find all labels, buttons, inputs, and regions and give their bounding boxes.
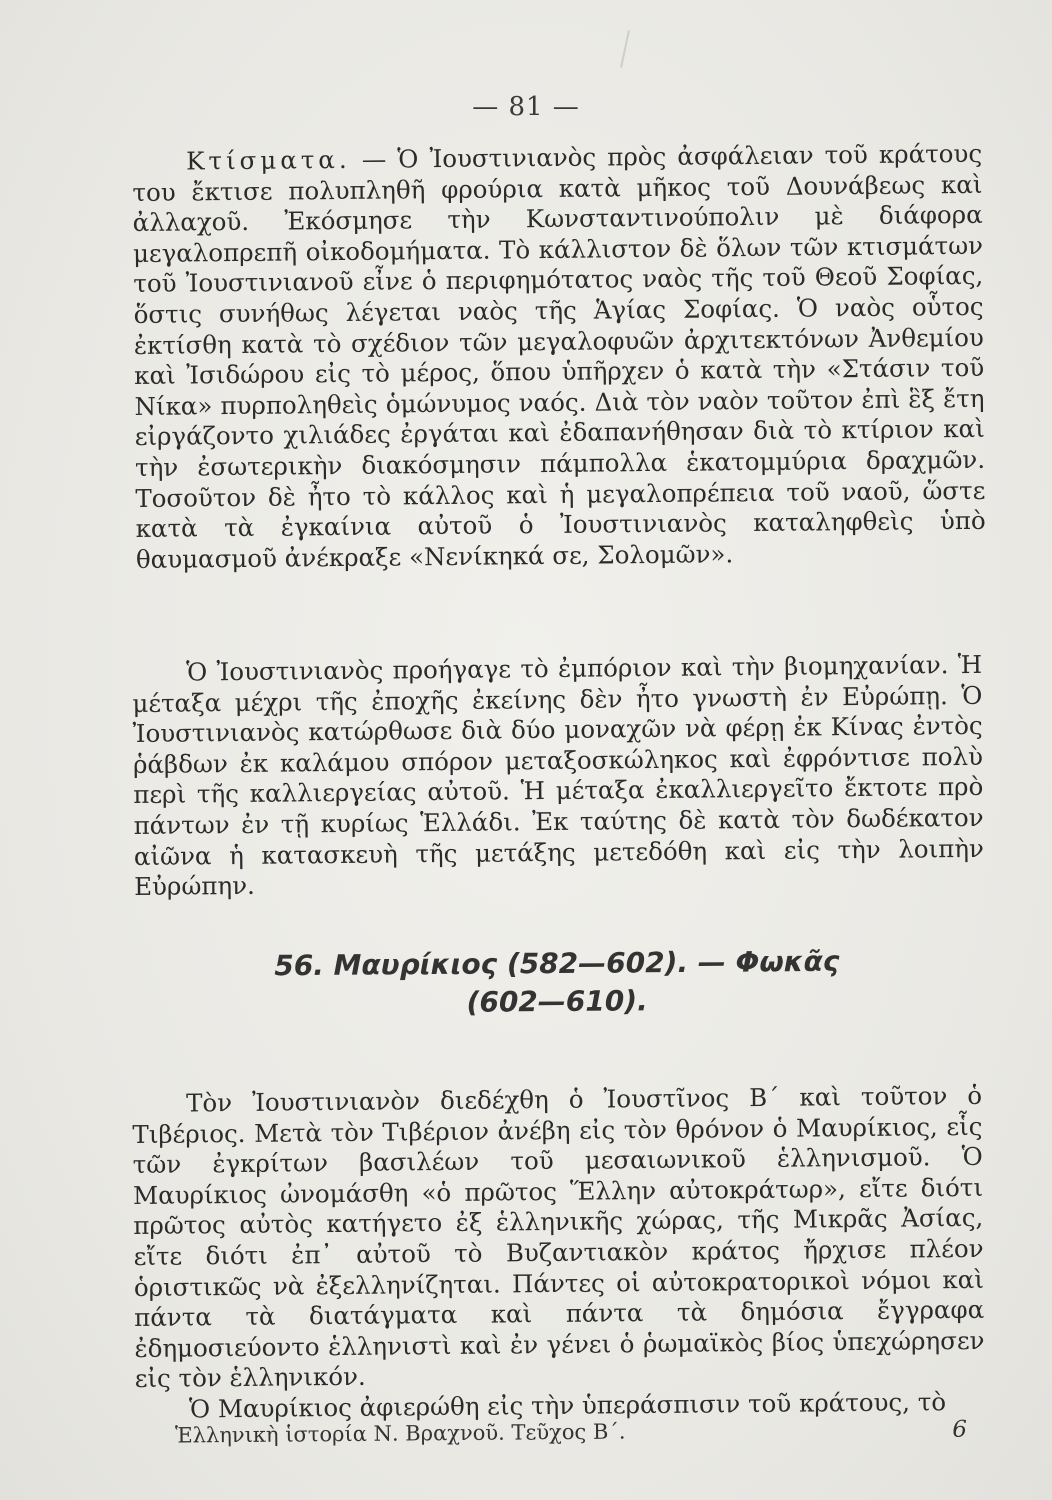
section-heading-line-1: 56. Μαυρίκιος (582—602). — Φωκᾶς [274, 944, 840, 983]
paragraph [132, 139, 986, 575]
page-number: — 81 — [472, 92, 580, 122]
paragraph-text: — Ὁ Ἰουστινιανὸς πρὸς ἀσφάλειαν τοῦ κράτους του ἔκτισε πολυπληθῆ φρούρια κατὰ μῆκος τοῦ Δουνάβεως καὶ ἀλλαχοῦ. Ἐκόσμησε τὴν Κωνσταντινούπολιν μὲ διάφορα μεγαλοπρεπῆ οἰκοδομήματα. Τὸ κάλλιστον δὲ ὅλων τῶν κτισμάτων τοῦ Ἰουστινιανοῦ εἶνε ὁ περιφημότατος ναὸς τῆς τοῦ Θεοῦ Σοφίας, ὅστις συνήθως λέγεται ναὸς τῆς Ἁγίας Σοφίας. Ὁ ναὸς οὗτος ἐκτίσθη κατὰ τὸ σχέδιον τῶν μεγαλοφυῶν ἀρχιτεκτόνων Ἀνθεμίου καὶ Ἰσιδώρου εἰς τὸ μέρος, ὅπου ὑπῆρχεν ὁ κατὰ τὴν «Στάσιν τοῦ Νίκα» πυρποληθεὶς ὁμώνυμος ναός. Διὰ τὸν ναὸν τοῦτον ἐπὶ ἓξ ἔτη εἰργάζοντο χιλιάδες ἐργάται καὶ ἐδαπανήθησαν διὰ τὸ κτίριον καὶ τὴν ἐσωτερικὴν διακόσμησιν πάμπολλα ἑκατομμύρια δραχμῶν. Τοσοῦτον δὲ ἦτο τὸ κάλλος καὶ ἡ μεγαλοπρέπεια τοῦ ναοῦ, ὥστε κατὰ τὰ ἐγκαίνια αὐτοῦ ὁ Ἰουστινιανὸς καταληφθεὶς ὑπὸ θαυμασμοῦ ἀνέκραξε «Νενίκηκά σε, Σολομῶν». [132, 138, 986, 574]
footer-book-title: Ἑλληνικὴ ἱστορία Ν. Βραχνοῦ. Τεῦχος Β΄. [174, 1419, 626, 1448]
text-block-top [132, 139, 986, 575]
paragraph: Ὁ Ἰουστινιανὸς προήγαγε τὸ ἐμπόριον καὶ τὴν βιομηχανίαν. Ἡ μέταξα μέχρι τῆς ἐποχῆς ἐκείνης δὲν ἦτο γνωστὴ ἐν Εὐρώπῃ. Ὁ Ἰουστινιανὸς κατώρθωσε διὰ δύο μοναχῶν νὰ φέρῃ ἐκ Κίνας ἐντὸς ῥάβδων ἐκ καλάμου σπόρον μεταξοσκώληκος καὶ ἐφρόντισε πολὺ περὶ τῆς καλλιεργείας αὐτοῦ. Ἡ μέταξα ἐκαλλιεργεῖτο ἔκτοτε πρὸ πάντων ἐν τῇ κυρίως Ἑλλάδι. Ἐκ ταύτης δὲ κατὰ τὸν δωδέκατον αἰῶνα ἡ κατασκευὴ τῆς μετάξης μετεδόθη καὶ εἰς τὴν λοιπὴν Εὐρώπην. [132, 649, 985, 902]
text-block-bottom [132, 1081, 985, 1426]
paragraph-lead: Κτίσματα. [185, 144, 351, 176]
text-block-middle [132, 650, 984, 903]
section-heading [132, 942, 983, 1025]
footer-signature-number: 6 [952, 1416, 968, 1443]
paragraph: Ὁ Μαυρίκιος ἀφιερώθη εἰς τὴν ὑπεράσπισιν τοῦ κράτους, τὸ [188, 1387, 947, 1424]
pencil-mark [620, 30, 630, 68]
section-heading-line-2: (602—610). [466, 984, 648, 1019]
paragraph: Τὸν Ἰουστινιανὸν διεδέχθη ὁ Ἰουστῖνος Β΄ καὶ τοῦτον ὁ Τιβέριος. Μετὰ τὸν Τιβέριον ἀνέβη εἰς τὸν θρόνον ὁ Μαυρίκιος, εἷς τῶν ἐγκρίτων βασιλέων τοῦ μεσαιωνικοῦ ἑλληνισμοῦ. Ὁ Μαυρίκιος ὠνομάσθη «ὁ πρῶτος Ἕλλην αὐτοκράτωρ», εἴτε διότι πρῶτος αὐτὸς κατήγετο ἐξ ἑλληνικῆς χώρας, τῆς Μικρᾶς Ἀσίας, εἴτε διότι ἐπ᾽ αὐτοῦ τὸ Βυζαντιακὸν κράτος ἤρχισε πλέον ὁριστικῶς νὰ ἐξελληνίζηται. Πάντες οἱ αὐτοκρατορικοὶ νόμοι καὶ πάντα τὰ διατάγματα καὶ πάντα τὰ δημόσια ἔγγραφα ἐδημοσιεύοντο ἑλληνιστὶ καὶ ἐν γένει ὁ ῥωμαϊκὸς βίος ὑπεχώρησεν εἰς τὸν ἑλληνικόν. [132, 1080, 985, 1394]
